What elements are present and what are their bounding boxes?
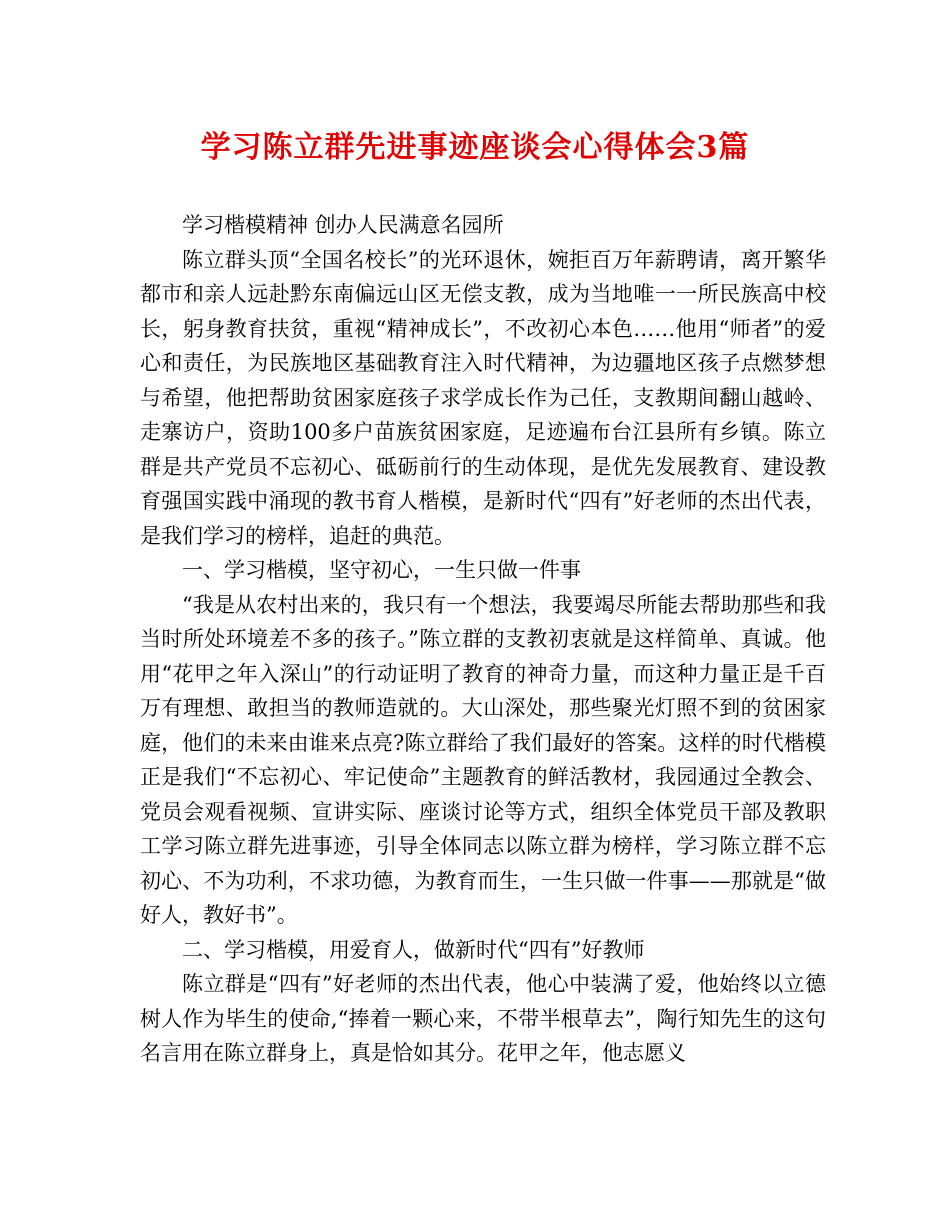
- body-paragraph: 陈立群头顶“全国名校长”的光环退休，婉拒百万年薪聘请，离开繁华都市和亲人远赴黔东南偏远山区无偿支教，成为当地唯一一所民族高中校长，躬身教育扶贫，重视“精神成长”，不改初心本色……他用“师者”的爱心和责任，为民族地区基础教育注入时代精神，为边疆地区孩子点燃梦想与希望，他把帮助贫困家庭孩子求学成长作为己任，支教期间翻山越岭、走寨访户，资助100多户苗族贫困家庭，足迹遍布台江县所有乡镇。陈立群是共产党员不忘初心、砥砺前行的生动体现，是优先发展教育、建设教育强国实践中涌现的教书育人楷模，是新时代“四有”好老师的杰出代表，是我们学习的榜样，追赶的典范。: [140, 247, 826, 548]
- body-paragraph: 陈立群是“四有”好老师的杰出代表，他心中装满了爱，他始终以立德树人作为毕生的使命,“捧着一颗心来，不带半根草去”，陶行知先生的这句名言用在陈立群身上，真是恰如其分。花甲之年，他志愿义: [140, 972, 826, 1065]
- section-heading: 二、学习楷模，用爱育人，做新时代“四有”好教师: [182, 937, 645, 962]
- section-heading: 一、学习楷模，坚守初心，一生只做一件事: [182, 558, 581, 582]
- subtitle-paragraph: 学习楷模精神 创办人民满意名园所: [182, 213, 504, 237]
- document-title: 学习陈立群先进事迹座谈会心得体会3篇: [200, 130, 750, 165]
- document-body: [140, 208, 826, 1071]
- body-paragraph: “我是从农村出来的，我只有一个想法，我要竭尽所能去帮助那些和我当时所处环境差不多的孩子。”陈立群的支教初衷就是这样简单、真诚。他用“花甲之年入深山”的行动证明了教育的神奇力量，而这种力量正是千百万有理想、敢担当的教师造就的。大山深处，那些聚光灯照不到的贫困家庭，他们的未来由谁来点亮?陈立群给了我们最好的答案。这样的时代楷模正是我们“不忘初心、牢记使命”主题教育的鲜活教材，我园通过全教会、党员会观看视频、宣讲实际、座谈讨论等方式，组织全体党员干部及教职工学习陈立群先进事迹，引导全体同志以陈立群为榜样，学习陈立群不忘初心、不为功利，不求功德，为教育而生，一生只做一件事——那就是“做好人，教好书”。: [140, 592, 826, 927]
